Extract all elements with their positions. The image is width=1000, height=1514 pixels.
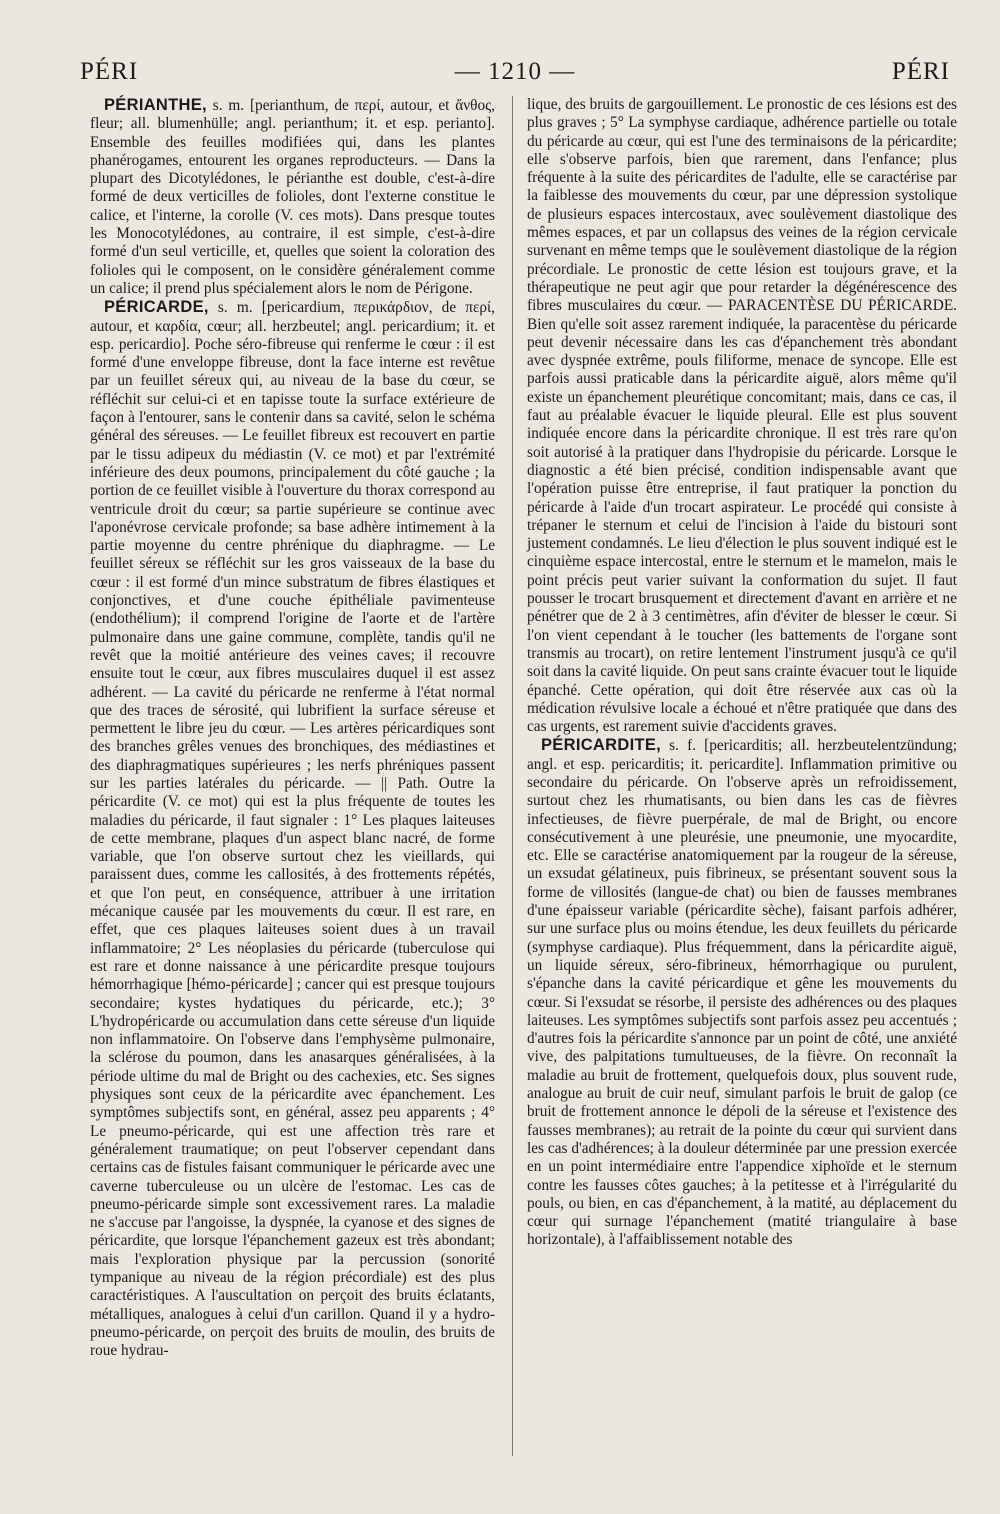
left-column xyxy=(90,96,495,1360)
page-number: — 1210 — xyxy=(454,58,576,85)
header-right-term: PÉRI xyxy=(891,58,950,85)
headword-pericarde: PÉRICARDE, xyxy=(104,298,209,317)
column-divider xyxy=(512,96,513,1456)
definition-perianthe: s. m. [perianthum, de περί, autour, et ἄνθος, fleur; all. blumenhülle; angl. perianthum; it. et esp. perianto]. Ensemble des feuilles modifiées qui, dans les plantes phanérogames, entourent les organes reproducteurs. — Dans la plupart des Dicotylédones, le périanthe est double, c'est-à-dire formé de deux verticilles de folioles, dont l'externe constitue le calice, et l'interne, la corolle (V. ces mots). Dans presque toutes les Monocotylédones, au contraire, il est simple, c'est-à-dire formé d'un seul verticille, et, quelles que soient la coloration des folioles qui le composent, on le considère généralement comme un calice; il prend plus spécialement alors le nom de Périgone. xyxy=(90,97,495,297)
right-column xyxy=(527,96,957,1250)
headword-perianthe: PÉRIANTHE, xyxy=(104,96,207,114)
headword-pericardite: PÉRICARDITE, xyxy=(541,736,662,755)
entry-pericarde xyxy=(90,298,495,1360)
definition-pericardite: s. f. [pericarditis; all. herzbeutelentzündung; angl. et esp. pericarditis; it. pericardite]. Inflammation primitive ou secondaire du péricarde. On l'observe après un refroidissement, surtout chez les rhumatisants, ou bien dans les cas de fièvres infectieuses, de fièvre puerpérale, de mal de Bright, ou encore consécutivement à une pleurésie, une pneumonie, une myocardite, etc. Elle se caractérise anatomiquement par la rougeur de la séreuse, un exsudat gélatineux, puis fibrineux, se présentant souvent sous la forme de villosités (langue-de chat) ou bien de fausses membranes d'une épaisseur variable (péricardite sèche), faisant parfois adhérer, sur une surface plus ou moins étendue, les deux feuillets du péricarde (symphyse cardiaque). Plus fréquemment, dans la péricardite aiguë, un liquide séreux, séro-fibrineux, hémorrhagique ou purulent, s'épanche dans la cavité péricardique et gêne les mouvements du cœur. Si l'exsudat se résorbe, il persiste des adhérences ou des plaques laiteuses. Les symptômes subjectifs sont parfois assez peu accentués ; d'autres fois la péricardite s'annonce par un point de côté, une anxiété vive, des palpitations tumultueuses, de la fièvre. On reconnaît la maladie au bruit de frottement, quelquefois doux, plus souvent rude, analogue au bruit de cuir neuf, simulant parfois le bruit de galop (ce bruit de frottement annonce le dépoli de la séreuse et l'existence des fausses membranes); au retrait de la pointe du cœur qui survient dans les cas d'adhérences; à la douleur déterminée par une pression exercée en un point intermédiaire entre l'appendice xiphoïde et le sternum contre les fausses côtes gauches; à la petitesse et à l'irrégularité du pouls, ou bien, en cas d'épanchement, à la matité, au déplacement du cœur qui surnage l'épanchement (matité triangulaire à base horizontale), à l'affaiblissement notable des xyxy=(527,737,957,1249)
definition-pericarde: s. m. [pericardium, περικάρδιον, de περί, autour, et καρδία, cœur; all. herzbeutel; angl. pericardium; it. et esp. pericardio]. Poche séro-fibreuse qui renferme le cœur : il est formé d'une enveloppe fibreuse, dont la face interne est revêtue par un feuillet séreux qui, au niveau de la base du cœur, se réfléchit sur celui-ci et en tapisse toute la surface extérieure de façon à l'entourer, sans le contenir dans sa cavité, selon le schéma général des séreuses. — Le feuillet fibreux est recouvert en partie par le tissu adipeux du médiastin (V. ce mot) et par l'extrémité inférieure des deux poumons, principalement du côté gauche ; la portion de ce feuillet visible à l'ouverture du thorax correspond au ventricule droit du cœur; sa partie supérieure se continue avec l'aponévrose cervicale profonde; sa base adhère intimement à la partie moyenne du centre phrénique du diaphragme. — Le feuillet séreux se réfléchit sur les gros vaisseaux de la base du cœur : il est formé d'un mince substratum de fibres élastiques et conjonctives, et d'une couche épithéliale pavimenteuse (endothélium); il comprend l'origine de l'aorte et de l'artère pulmonaire dans une gaine commune, complète, tandis qu'il ne revêt que la moitié antérieure des veines caves; il recouvre ensuite tout le cœur, aux fibres musculaires duquel il est assez adhérent. — La cavité du péricarde ne renferme à l'état normal que des traces de sérosité, qui lubrifient la surface séreuse et permettent le libre jeu du cœur. — Les artères péricardiques sont des branches grêles venues des bronchiques, des médiastines et des diaphragmatiques supérieures ; les nerfs phréniques passent sur les parties latérales du péricarde. — || Path. Outre la péricardite (V. ce mot) qui est la plus fréquente de toutes les maladies du péricarde, il faut signaler : 1° Les plaques laiteuses de cette membrane, plaques d'un aspect blanc nacré, de forme variable, que l'on observe surtout chez les vieillards, qui paraissent dues, comme les callosités, à des frottements répétés, et que l'on peut, en conséquence, attribuer à une irritation mécanique causée par les mouvements du cœur. Il est rare, en effet, que ces plaques laiteuses soient dues à un travail inflammatoire; 2° Les néoplasies du péricarde (tuberculose qui est rare et donne naissance à une péricardite presque toujours hémorrhagique [hémo-péricarde] ; cancer qui est presque toujours secondaire; kystes hydatiques du péricarde, etc.); 3° L'hydropéricarde ou accumulation dans cette séreuse d'un liquide non inflammatoire. On l'observe dans l'emphysème pulmonaire, la sclérose du poumon, dans les anasarques généralisées, à la période ultime du mal de Bright ou des cachexies, etc. Ses signes physiques sont ceux de la péricardite avec épanchement. Les symptômes subjectifs sont, en général, assez peu apparents ; 4° Le pneumo-péricarde, qui est une affection très rare et généralement traumatique; on peut l'observer cependant dans certains cas de fistules faisant communiquer le péricarde avec une caverne tuberculeuse ou un ulcère de l'estomac. Les cas de pneumo-péricarde simple sont excessivement rares. La maladie ne s'accuse par l'angoisse, la dyspnée, la cyanose et des signes de péricardite, que lorsque l'épanchement gazeux est très abondant; mais l'exploration physique par la percussion (sonorité tympanique au niveau de la région précordiale) est des plus caractéristiques. A l'auscultation on perçoit des bruits éclatants, métalliques, analogues à celui d'un carillon. Quand il y a hydro-pneumo-péricarde, on perçoit des bruits de moulin, des bruits de roue hydrau- xyxy=(90,299,495,1360)
entry-perianthe xyxy=(90,96,495,298)
running-header xyxy=(80,58,950,94)
entry-pericardite xyxy=(527,736,957,1249)
definition-pericarde-continued: lique, des bruits de gargouillement. Le pronostic de ces lésions est des plus graves ; 5° La symphyse cardiaque, adhérence partielle ou totale du péricarde au cœur, qui est l'une des terminaisons de la péricardite; elle s'observe parfois, bien que rarement, dans l'enfance; plus fréquente à la suite des péricardites de l'adulte, elle se caractérise par la faiblesse des mouvements du cœur, par une dépression systolique de plusieurs espaces intercostaux, avec soulèvement diastolique des mêmes espaces, et par un collapsus des veines de la région cervicale survenant en même temps que le soulèvement diastolique de la région précordiale. Le pronostic de cette lésion est toujours grave, et la thérapeutique ne peut agir que pour retarder la dégénérescence des fibres musculaires du cœur. — PARACENTÈSE DU PÉRICARDE. Bien qu'elle soit assez rarement indiquée, la paracentèse du péricarde peut devenir nécessaire dans les cas d'épanchement très abondant avec dyspnée extrême, pouls filiforme, menace de syncope. Elle est parfois aussi praticable dans la péricardite aiguë, alors même qu'il existe un épanchement pleurétique concomitant; mais, dans ce cas, il faut au préalable évacuer le liquide pleural. Elle est plus souvent indiquée encore dans la péricardite chronique. Il est très rare qu'on soit autorisé à la pratiquer dans l'hydropisie du péricarde. Lorsque le diagnostic a été bien précisé, condition indispensable avant que l'opération puisse être entreprise, il faut pratiquer la ponction du péricarde à l'aide d'un trocart aspirateur. Le procédé qui consiste à trépaner le sternum et celui de l'incision à l'aide du bistouri sont justement condamnés. Le lieu d'élection le plus souvent indiqué est le cinquième espace intercostal, entre le sternum et le mamelon, mais le point précis peut varier suivant la conformation du sujet. Il faut pousser le trocart brusquement et directement d'avant en arrière et ne pénétrer que de 2 à 3 centimètres, afin d'éviter de blesser le cœur. Si l'on vient cependant à le toucher (les battements de l'organe sont transmis au trocart), on retire lentement l'instrument jusqu'à ce qu'il soit dans la cavité liquide. On peut sans crainte évacuer tout le liquide épanché. Cette opération, qui doit être réservée aux cas où la médication révulsive locale a échoué et n'être pratiquée que dans des cas urgents, est rarement suivie d'accidents graves. xyxy=(527,96,957,736)
entry-pericarde-continued xyxy=(527,96,957,736)
header-left-term: PÉRI xyxy=(80,58,139,85)
